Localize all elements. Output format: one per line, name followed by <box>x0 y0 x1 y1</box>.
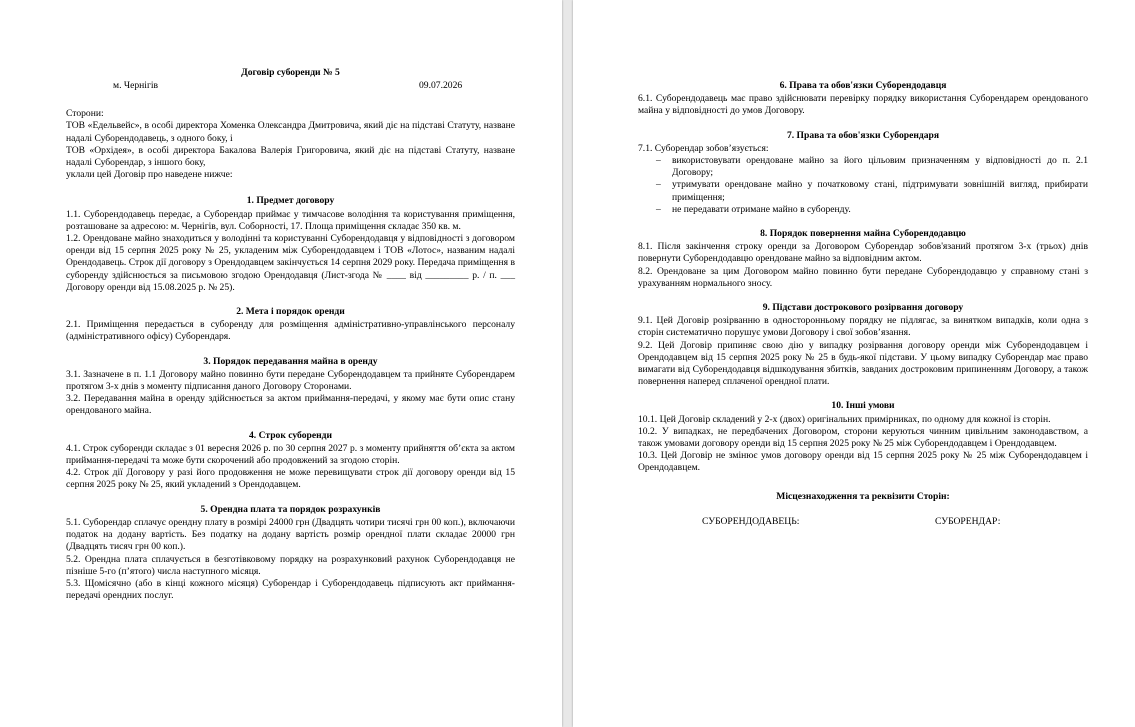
parties-agreement: уклали цей Договір про наведене нижче: <box>66 169 233 181</box>
clause-5-1: 5.1. Суборендар сплачує орендну плату в розмірі 24000 грн (Двадцять чотири тисячі грн 00 коп.), включаючи податок на додану вартість. Без податку на додану вартість розмір орендної плати складає 20000 грн (Двадцять тисяч грн 00 коп.). <box>66 516 515 553</box>
clause-8-2: 8.2. Орендоване за цим Договором майно повинно бути передане Суборендодавцю у справному стані з урахуванням нормального зносу. <box>638 265 1088 289</box>
contract-city: м. Чернігів <box>113 80 159 92</box>
section-7-title: 7. Права та обов'язки Суборендаря <box>786 129 940 141</box>
page-2-body <box>638 80 1088 530</box>
section-8-title: 8. Порядок повернення майна Суборендодавцю <box>760 228 966 240</box>
bullet-dash: – <box>656 203 661 215</box>
clause-1-2: 1.2. Орендоване майно знаходиться у володінні та користуванні Суборендодавця у відповідності з договором оренди від 15 серпня 2025 року № 25, укладеним між Суборендодавцем і ТОВ «Лотос», названим надалі Орендодавець. Строк дії договору з Орендодавцем закінчується 14 серпня 2029 року. Передача приміщення в суборенду здійснюється за письмовою згодою Орендодавця (Лист-згода № ____ від _________ р. / п. ___ Договору оренди від 15.08.2025 р. № 25). <box>66 233 515 293</box>
sublessor-signature-label: СУБОРЕНДОДАВЕЦЬ: <box>702 515 800 527</box>
clause-10-3: 10.3. Цей Договір не змінює умов договору оренди від 15 серпня 2025 року № 25 між Суборендодавцем і Орендодавцем. <box>638 450 1088 474</box>
sublessee-signature-label: СУБОРЕНДАР: <box>935 515 1001 527</box>
clause-10-1: 10.1. Цей Договір складений у 2-х (двох) оригінальних примірниках, по одному для кожної із сторін. <box>638 413 1051 425</box>
clause-9-2: 9.2. Цей Договір припиняє свою дію у випадку розірвання договору оренди між Суборендодавцем і Орендодавцем від 15 серпня 2025 року № 25 в будь-якої підстави. У цьому випадку Суборендар має право вимагати від Суборендодавця відшкодування збитків, завданих достроковим припиненням Договору, а також повернення наперед сплаченої орендної плати. <box>638 339 1088 388</box>
section-5-title: 5. Орендна плата та порядок розрахунків <box>200 503 381 515</box>
clause-7-1: 7.1. Суборендар зобов’язується: <box>638 142 769 154</box>
obligation-item: – не передавати отримане майно в суборенду. <box>656 203 851 215</box>
section-9-title: 9. Підстави дострокового розірвання договору <box>762 302 964 314</box>
section-1-title: 1. Предмет договору <box>246 195 335 207</box>
signature-row <box>638 516 1088 530</box>
contract-title: Договір суборенди № 5 <box>241 67 340 78</box>
obligation-item: – утримувати орендоване майно у початковому стані, підтримувати зовнішній вигляд, прибирати приміщення; <box>656 179 1088 203</box>
clause-4-2: 4.2. Строк дії Договору у разі його продовження не може перевищувати строк дії договору оренди від 15 серпня 2025 року № 25, який укладений з Орендодавцем. <box>66 467 515 491</box>
clause-9-1: 9.1. Цей Договір розірванню в односторонньому порядку не підлягає, за винятком випадків, коли одна з сторін систематично порушує умови Договору і свої зобов’язання. <box>638 315 1088 339</box>
document-page-1 <box>0 0 562 727</box>
section-10-title: 10. Інші умови <box>831 400 895 412</box>
party-sublessee: ТОВ «Орхідея», в особі директора Бакалова Валерія Григоровича, який діє на підставі Статуту, назване надалі Суборендар, з іншого боку, <box>66 144 515 169</box>
document-page-2 <box>573 0 1135 727</box>
clause-10-2: 10.2. У випадках, не передбачених Договором, сторони керуються чинним цивільним законодавством, а також умовами договору оренди від 15 серпня 2025 року № 25 між Суборендодавцем і Орендодавцем. <box>638 425 1088 450</box>
section-3-title: 3. Порядок передавання майна в оренду <box>203 355 378 367</box>
clause-6-1: 6.1. Суборендодавець має право здійснювати перевірку порядку використання Суборендарем орендованого майна у відповідності до умов Договору. <box>638 93 1088 117</box>
clause-5-2: 5.2. Орендна плата сплачується в безготівковому порядку на розрахунковий рахунок Суборендодавця не пізніше 5-го (п’ятого) числа наступного місяця. <box>66 553 515 577</box>
contract-date: 09.07.2026 <box>419 80 463 92</box>
clause-5-3: 5.3. Щомісячно (або в кінці кожного місяця) Суборендар і Суборендодавець підписують акт приймання-передачі орендних послуг. <box>66 577 515 602</box>
page-1-body <box>66 67 515 602</box>
section-4-title: 4. Строк суборенди <box>248 429 333 441</box>
clause-3-2: 3.2. Передавання майна в оренду здійснюється за актом приймання-передачі, у якому має бути опис стану орендованого майна. <box>66 393 515 417</box>
clause-2-1: 2.1. Приміщення передається в суборенду для розміщення адміністративно-управлінського персоналу (адміністративного офісу) Суборендаря. <box>66 319 515 343</box>
clause-4-1: 4.1. Строк суборенди складає з 01 вересня 2026 р. по 30 серпня 2027 р. з моменту прийняття об’єкта за актом приймання-передачі та може бути скорочений або продовжений за згодою сторін. <box>66 442 515 467</box>
bullet-dash: – <box>656 155 661 167</box>
section-2-title: 2. Мета і порядок оренди <box>236 306 345 318</box>
party-sublessor: ТОВ «Едельвейс», в особі директора Хоменка Олександра Дмитровича, який діє на підставі Статуту, назване надалі Суборендодавець, з одного боку, і <box>66 120 515 144</box>
clause-1-1: 1.1. Суборендодавець передає, а Суборендар приймає у тимчасове володіння та користування приміщення, розташоване за адресою: м. Чернігів, вул. Соборності, 17. Площа приміщення складає 350 кв. м. <box>66 208 515 232</box>
clause-3-1: 3.1. Зазначене в п. 1.1 Договору майно повинно бути передане Суборендодавцем та прийняте Суборендарем протягом 3-х днів з моменту підписання даного Договору Сторонами. <box>66 368 515 393</box>
city-date-line <box>66 80 515 93</box>
bullet-dash: – <box>656 179 661 191</box>
obligation-item: – використовувати орендоване майно за його цільовим призначенням у відповідності до п. 2.1 Договору; <box>656 155 1088 179</box>
requisites-title: Місцезнаходження та реквізити Сторін: <box>776 490 950 502</box>
section-6-title: 6. Права та обов'язки Суборендодавця <box>779 80 947 91</box>
parties-label: Сторони: <box>66 108 104 120</box>
clause-8-1: 8.1. Після закінчення строку оренди за Договором Суборендар зобов'язаний протягом 3-х (трьох) днів повернути Суборендодавцю орендоване майно за відповідним актом. <box>638 241 1088 265</box>
